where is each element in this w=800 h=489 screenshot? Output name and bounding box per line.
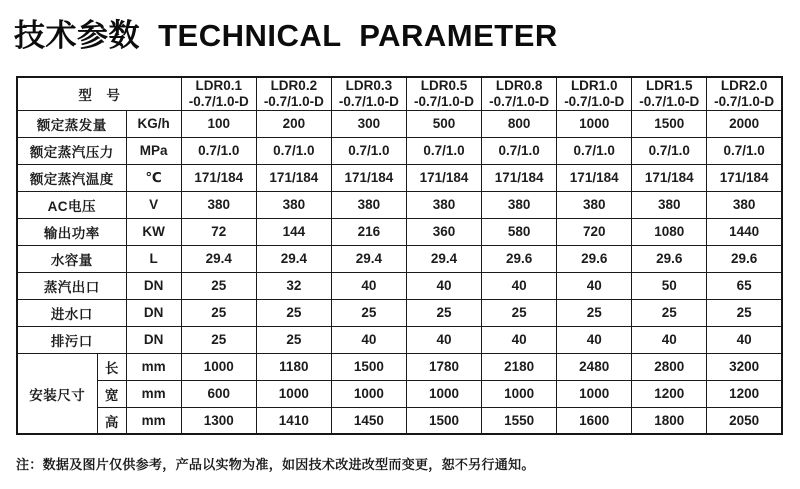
model-spec: -0.7/1.0-D bbox=[414, 93, 475, 109]
value-cell: 1440 bbox=[707, 218, 782, 245]
model-spec: -0.7/1.0-D bbox=[188, 93, 249, 109]
value-cell: 40 bbox=[557, 326, 632, 353]
value-cell: 40 bbox=[331, 272, 406, 299]
value-cell: 29.4 bbox=[256, 245, 331, 272]
table-row-rated-steam-pressure bbox=[17, 137, 782, 164]
value-cell: 3200 bbox=[707, 353, 782, 380]
value-cell: 600 bbox=[181, 380, 256, 407]
value-cell: 0.7/1.0 bbox=[632, 137, 707, 164]
model-series: LDR2.0 bbox=[720, 78, 768, 93]
model-spec: -0.7/1.0-D bbox=[564, 93, 625, 109]
value-cell: 29.6 bbox=[707, 245, 782, 272]
value-cell: 29.6 bbox=[482, 245, 557, 272]
value-cell: 25 bbox=[181, 299, 256, 326]
row-label: 排污口 bbox=[17, 326, 126, 353]
model-spec: -0.7/1.0-D bbox=[489, 93, 550, 109]
model-spec: -0.7/1.0-D bbox=[639, 93, 700, 109]
value-cell: 380 bbox=[181, 191, 256, 218]
value-cell: 40 bbox=[707, 326, 782, 353]
value-cell: 171/184 bbox=[256, 164, 331, 191]
value-cell: 25 bbox=[557, 299, 632, 326]
model-spec: -0.7/1.0-D bbox=[714, 93, 775, 109]
value-cell: 1000 bbox=[256, 380, 331, 407]
row-unit: L bbox=[126, 245, 181, 272]
model-column-header bbox=[256, 77, 331, 110]
value-cell: 1000 bbox=[557, 380, 632, 407]
row-label: 输出功率 bbox=[17, 218, 126, 245]
model-column-header bbox=[181, 77, 256, 110]
value-cell: 25 bbox=[482, 299, 557, 326]
value-cell: 1410 bbox=[256, 407, 331, 434]
value-cell: 380 bbox=[482, 191, 557, 218]
row-unit: mm bbox=[126, 380, 181, 407]
value-cell: 380 bbox=[707, 191, 782, 218]
value-cell: 1200 bbox=[707, 380, 782, 407]
table-row-ac-voltage bbox=[17, 191, 782, 218]
row-label: 水容量 bbox=[17, 245, 126, 272]
value-cell: 580 bbox=[482, 218, 557, 245]
model-column-header bbox=[557, 77, 632, 110]
value-cell: 1600 bbox=[557, 407, 632, 434]
value-cell: 65 bbox=[707, 272, 782, 299]
dim-label-length: 长 bbox=[97, 353, 126, 380]
row-unit: V bbox=[126, 191, 181, 218]
value-cell: 171/184 bbox=[406, 164, 481, 191]
value-cell: 1000 bbox=[557, 110, 632, 137]
value-cell: 25 bbox=[181, 326, 256, 353]
value-cell: 380 bbox=[557, 191, 632, 218]
value-cell: 25 bbox=[256, 299, 331, 326]
value-cell: 40 bbox=[331, 326, 406, 353]
value-cell: 40 bbox=[406, 272, 481, 299]
table-row-rated-steam-temperature bbox=[17, 164, 782, 191]
value-cell: 2180 bbox=[482, 353, 557, 380]
value-cell: 100 bbox=[181, 110, 256, 137]
row-unit: MPa bbox=[126, 137, 181, 164]
table-row-install-width bbox=[17, 380, 782, 407]
dim-label-width: 宽 bbox=[97, 380, 126, 407]
value-cell: 1000 bbox=[482, 380, 557, 407]
value-cell: 25 bbox=[181, 272, 256, 299]
value-cell: 25 bbox=[707, 299, 782, 326]
value-cell: 1500 bbox=[331, 353, 406, 380]
value-cell: 216 bbox=[331, 218, 406, 245]
value-cell: 171/184 bbox=[707, 164, 782, 191]
table-row-install-length bbox=[17, 353, 782, 380]
row-unit: mm bbox=[126, 353, 181, 380]
value-cell: 29.4 bbox=[181, 245, 256, 272]
value-cell: 2050 bbox=[707, 407, 782, 434]
value-cell: 25 bbox=[406, 299, 481, 326]
value-cell: 1500 bbox=[406, 407, 481, 434]
model-column-header bbox=[482, 77, 557, 110]
model-series: LDR0.1 bbox=[195, 78, 242, 93]
row-unit: DN bbox=[126, 272, 181, 299]
model-series: LDR0.8 bbox=[495, 78, 543, 93]
table-row-install-height bbox=[17, 407, 782, 434]
value-cell: 1800 bbox=[632, 407, 707, 434]
value-cell: 40 bbox=[557, 272, 632, 299]
row-unit: KG/h bbox=[126, 110, 181, 137]
value-cell: 500 bbox=[406, 110, 481, 137]
value-cell: 171/184 bbox=[557, 164, 632, 191]
value-cell: 25 bbox=[256, 326, 331, 353]
row-label: 额定蒸发量 bbox=[17, 110, 126, 137]
model-header-cell: 型 号 bbox=[17, 77, 181, 110]
value-cell: 1780 bbox=[406, 353, 481, 380]
row-label: 额定蒸汽压力 bbox=[17, 137, 126, 164]
table-row-water-inlet bbox=[17, 299, 782, 326]
value-cell: 25 bbox=[331, 299, 406, 326]
value-cell: 0.7/1.0 bbox=[707, 137, 782, 164]
model-column-header bbox=[406, 77, 481, 110]
value-cell: 1080 bbox=[632, 218, 707, 245]
table-row-rated-evaporation bbox=[17, 110, 782, 137]
row-unit: KW bbox=[126, 218, 181, 245]
value-cell: 171/184 bbox=[331, 164, 406, 191]
table-row-water-capacity bbox=[17, 245, 782, 272]
model-column-header bbox=[707, 77, 782, 110]
value-cell: 1300 bbox=[181, 407, 256, 434]
table-header-row bbox=[17, 77, 782, 110]
model-series: LDR0.3 bbox=[345, 78, 393, 93]
value-cell: 1500 bbox=[632, 110, 707, 137]
value-cell: 25 bbox=[632, 299, 707, 326]
value-cell: 1000 bbox=[331, 380, 406, 407]
value-cell: 29.6 bbox=[632, 245, 707, 272]
value-cell: 1450 bbox=[331, 407, 406, 434]
model-series: LDR0.5 bbox=[420, 78, 468, 93]
value-cell: 2800 bbox=[632, 353, 707, 380]
value-cell: 200 bbox=[256, 110, 331, 137]
table-row-steam-outlet bbox=[17, 272, 782, 299]
value-cell: 360 bbox=[406, 218, 481, 245]
model-spec: -0.7/1.0-D bbox=[263, 93, 324, 109]
row-label: 进水口 bbox=[17, 299, 126, 326]
page-title: 技术参数 TECHNICAL PARAMETER bbox=[14, 18, 558, 53]
row-unit: ℃ bbox=[126, 164, 181, 191]
value-cell: 40 bbox=[406, 326, 481, 353]
model-column-header bbox=[331, 77, 406, 110]
value-cell: 171/184 bbox=[181, 164, 256, 191]
value-cell: 29.4 bbox=[406, 245, 481, 272]
dim-label-height: 高 bbox=[97, 407, 126, 434]
model-spec: -0.7/1.0-D bbox=[338, 93, 399, 109]
row-unit: mm bbox=[126, 407, 181, 434]
value-cell: 0.7/1.0 bbox=[406, 137, 481, 164]
value-cell: 1000 bbox=[406, 380, 481, 407]
value-cell: 1180 bbox=[256, 353, 331, 380]
install-dimensions-label: 安装尺寸 bbox=[17, 353, 97, 434]
row-label: 蒸汽出口 bbox=[17, 272, 126, 299]
value-cell: 29.6 bbox=[557, 245, 632, 272]
value-cell: 32 bbox=[256, 272, 331, 299]
value-cell: 0.7/1.0 bbox=[482, 137, 557, 164]
value-cell: 0.7/1.0 bbox=[256, 137, 331, 164]
value-cell: 50 bbox=[632, 272, 707, 299]
model-column-header bbox=[632, 77, 707, 110]
value-cell: 0.7/1.0 bbox=[331, 137, 406, 164]
value-cell: 380 bbox=[406, 191, 481, 218]
value-cell: 40 bbox=[482, 326, 557, 353]
footnote: 注：数据及图片仅供参考，产品以实物为准，如因技术改进改型而变更，恕不另行通知。 bbox=[16, 457, 535, 473]
value-cell: 720 bbox=[557, 218, 632, 245]
value-cell: 2000 bbox=[707, 110, 782, 137]
model-series: LDR0.2 bbox=[270, 78, 318, 93]
value-cell: 0.7/1.0 bbox=[557, 137, 632, 164]
row-unit: DN bbox=[126, 299, 181, 326]
value-cell: 1550 bbox=[482, 407, 557, 434]
value-cell: 29.4 bbox=[331, 245, 406, 272]
value-cell: 380 bbox=[331, 191, 406, 218]
value-cell: 380 bbox=[256, 191, 331, 218]
value-cell: 300 bbox=[331, 110, 406, 137]
row-label: 额定蒸汽温度 bbox=[17, 164, 126, 191]
value-cell: 171/184 bbox=[482, 164, 557, 191]
value-cell: 144 bbox=[256, 218, 331, 245]
value-cell: 380 bbox=[632, 191, 707, 218]
value-cell: 1000 bbox=[181, 353, 256, 380]
value-cell: 0.7/1.0 bbox=[181, 137, 256, 164]
value-cell: 72 bbox=[181, 218, 256, 245]
value-cell: 171/184 bbox=[632, 164, 707, 191]
value-cell: 800 bbox=[482, 110, 557, 137]
model-series: LDR1.5 bbox=[646, 78, 693, 93]
value-cell: 40 bbox=[482, 272, 557, 299]
table-row-blowdown-outlet bbox=[17, 326, 782, 353]
value-cell: 2480 bbox=[557, 353, 632, 380]
technical-parameter-table bbox=[16, 76, 783, 435]
model-series: LDR1.0 bbox=[570, 78, 618, 93]
row-unit: DN bbox=[126, 326, 181, 353]
value-cell: 1200 bbox=[632, 380, 707, 407]
table-row-output-power bbox=[17, 218, 782, 245]
row-label: AC电压 bbox=[17, 191, 126, 218]
value-cell: 40 bbox=[632, 326, 707, 353]
